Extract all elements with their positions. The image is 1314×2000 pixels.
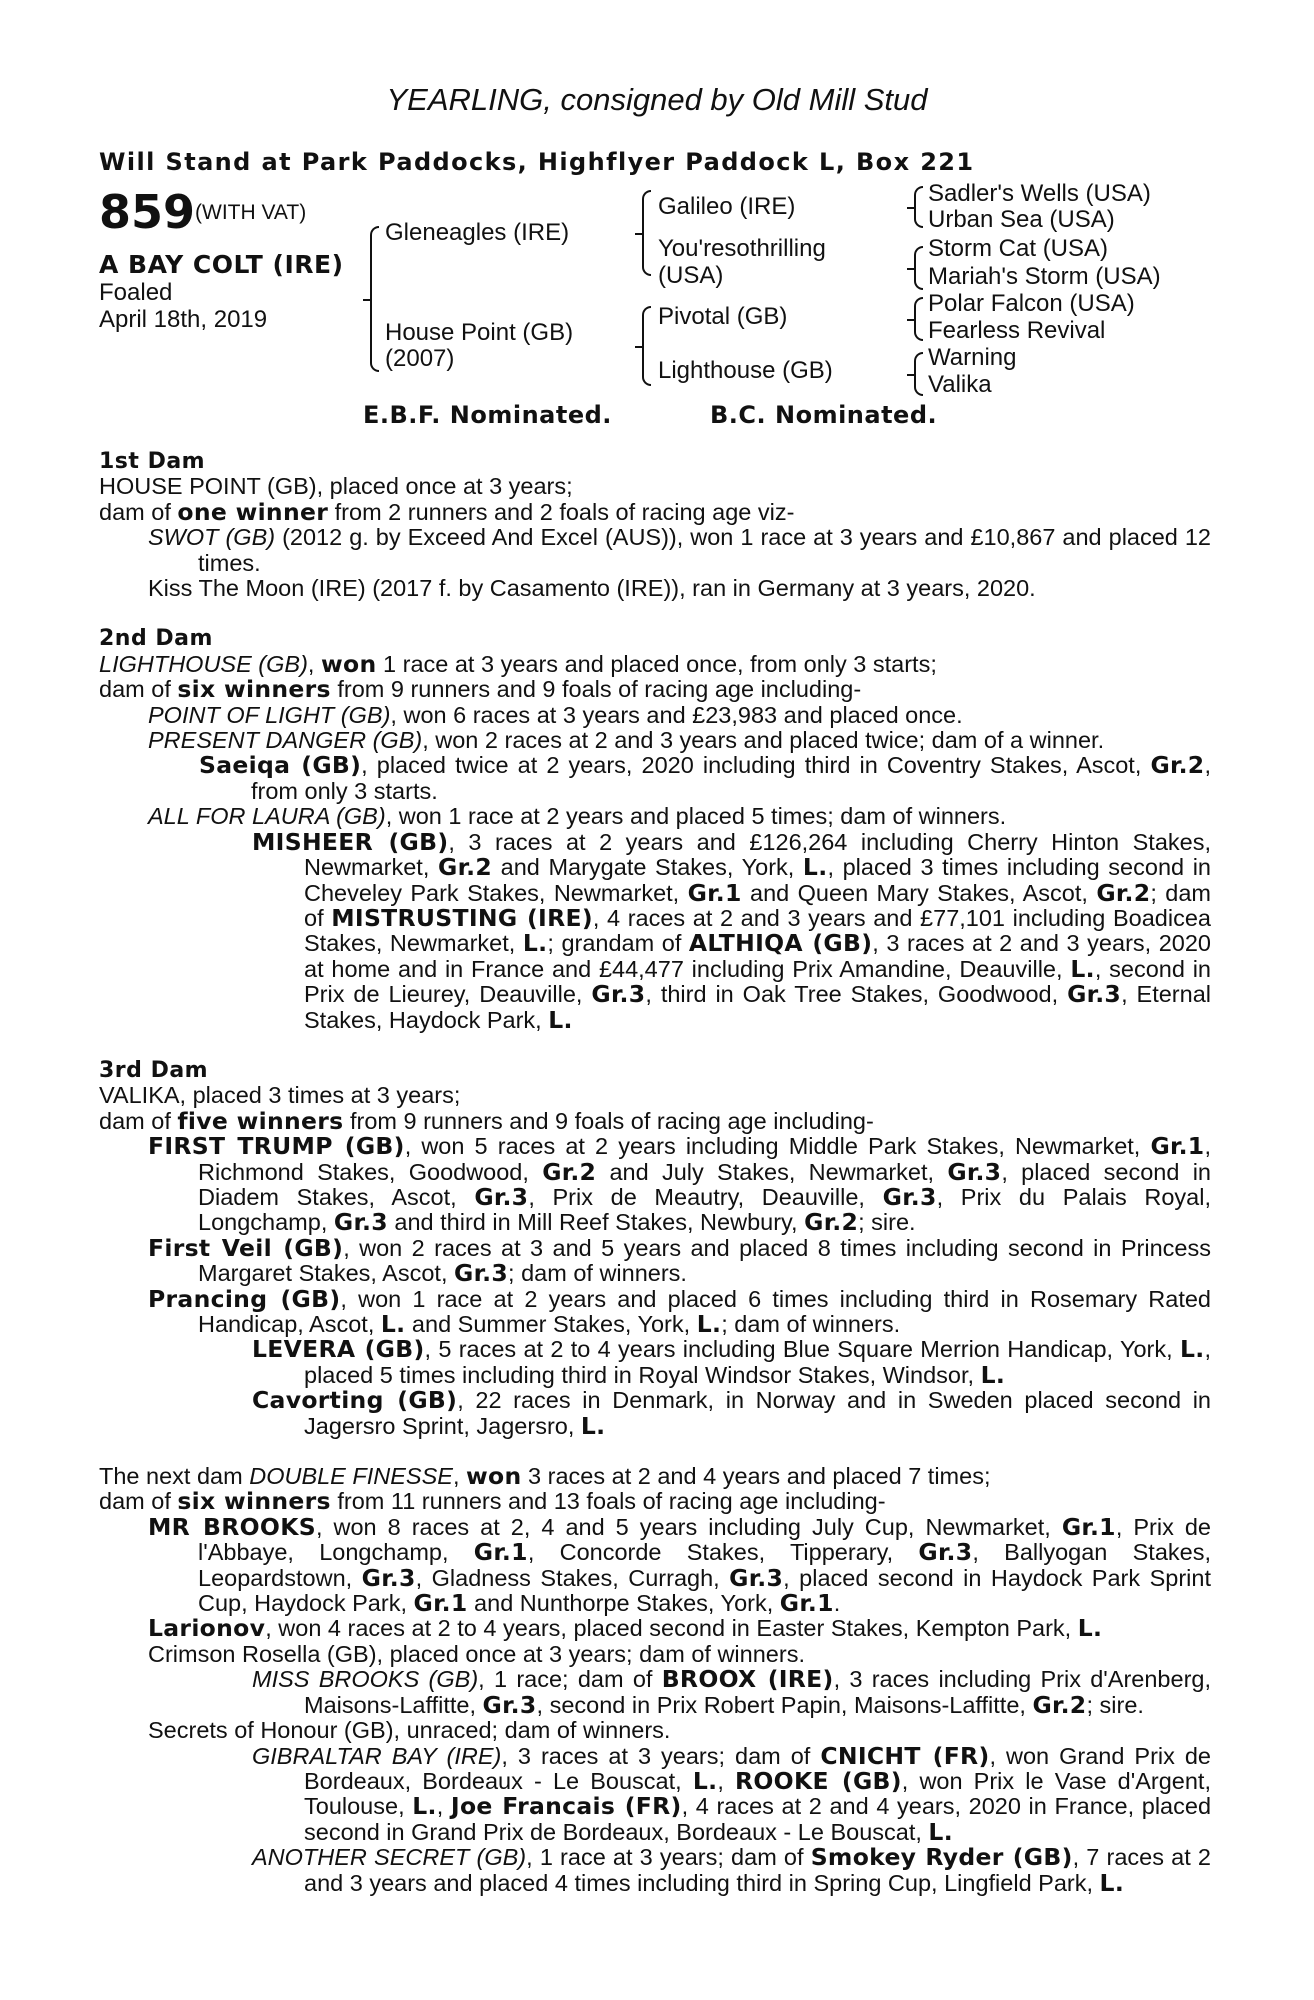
produce-entry: GIBRALTAR BAY (IRE), 3 races at 3 years; dam of CNICHT (FR), won Grand Prix de Bordeaux, Bordeaux - Le Bouscat, L., ROOKE (GB), won Prix le Vase d'Argent, Toulouse, L., Joe Francais (FR), 4 races at 2 and 4 years, 2020 in France, placed second in Grand Prix de Bordeaux, Bordeaux - Le Bouscat, L. [252,1741,1212,1846]
produce-entry: POINT OF LIGHT (GB), won 6 races at 3 years and £23,983 and placed once. [148,701,963,728]
ancestor-fearless-revival: Fearless Revival [928,317,1106,344]
brace [642,190,651,276]
sire-sire-name: Galileo (IRE) [658,193,796,220]
next-dam-produce-line: dam of six winners from 11 runners and 13 foals of racing age including- [99,1487,886,1516]
produce-entry: FIRST TRUMP (GB), won 5 races at 2 years including Middle Park Stakes, Newmarket, Gr.1, Richmond Stakes, Goodwood, Gr.2 and July Stakes, Newmarket, Gr.3, placed second in Diadem Stakes, Ascot, Gr.3, Prix de Meautry, Deauville, Gr.3, Prix du Palais Royal, Longchamp, Gr.3 and third in Mill Reef Stakes, Newbury, Gr.2; sire. [148,1132,1211,1237]
first-dam-heading: 1st Dam [99,449,206,474]
foaled-label: Foaled [99,279,173,306]
sire-name: Gleneagles (IRE) [385,219,570,246]
first-dam-line: HOUSE POINT (GB), placed once at 3 years; [99,473,573,500]
third-dam-produce-line: dam of five winners from 9 runners and 9 foals of racing age including- [99,1106,874,1135]
brace [914,246,923,290]
produce-entry: First Veil (GB), won 2 races at 3 and 5 years and placed 8 times including second in Princess Margaret Stakes, Ascot, Gr.3; dam of winners. [148,1233,1211,1288]
produce-entry: MR BROOKS, won 8 races at 2, 4 and 5 years including July Cup, Newmarket, Gr.1, Prix de l'Abbaye, Longchamp, Gr.1, Concorde Stakes, Tipperary, Gr.3, Ballyogan Stakes, Leopardstown, Gr.3, Gladness Stakes, Curragh, Gr.3, placed second in Haydock Park Sprint Cup, Haydock Park, Gr.1 and Nunthorpe Stakes, York, Gr.1. [148,1512,1211,1618]
ancestor-mariahs-storm: Mariah's Storm (USA) [928,263,1161,290]
produce-entry: MISS BROOKS (GB), 1 race; dam of BROOX (IRE), 3 races including Prix d'Arenberg, Maisons-Laffitte, Gr.3, second in Prix Robert Papin, Maisons-Laffitte, Gr.2; sire. [252,1665,1211,1719]
ancestor-valika: Valika [928,371,992,398]
ancestor-storm-cat: Storm Cat (USA) [928,235,1109,262]
lot-number: 859 [99,185,196,239]
produce-entry: Prancing (GB), won 1 race at 2 years and placed 6 times including third in Rosemary Rated Handicap, Ascot, L. and Summer Stakes, York, L.; dam of winners. [148,1284,1211,1338]
produce-entry: ALL FOR LAURA (GB), won 1 race at 2 years and placed 5 times; dam of winners. [148,803,1007,830]
sire-dam-country: (USA) [658,262,724,289]
ebf-nomination: E.B.F. Nominated. [363,401,612,429]
page-title: YEARLING, consigned by Old Mill Stud [386,82,928,117]
produce-entry: Larionov, won 4 races at 2 to 4 years, placed second in Easter Stakes, Kempton Park, L. [148,1614,1103,1643]
brace [914,186,923,228]
foaled-date: April 18th, 2019 [99,306,268,333]
dam-year: (2007) [385,345,455,372]
produce-entry: Kiss The Moon (IRE) (2017 f. by Casamento (IRE)), ran in Germany at 3 years, 2020. [148,575,1036,602]
produce-entry: MISHEER (GB), 3 races at 2 years and £126,264 including Cherry Hinton Stakes, Newmarket, Gr.2 and Marygate Stakes, York, L., placed 3 times including second in Cheveley Park Stakes, Newmarket, Gr.1 and Queen Mary Stakes, Ascot, Gr.2; dam of MISTRUSTING (IRE), 4 races at 2 and 3 years and £77,101 including Boadicea Stakes, Newmarket, L.; grandam of ALTHIQA (GB), 3 races at 2 and 3 years, 2020 at home and in France and £44,477 including Prix Amandine, Deauville, L., second in Prix de Lieurey, Deauville, Gr.3, third in Oak Tree Stakes, Goodwood, Gr.3, Eternal Stakes, Haydock Park, L. [252,827,1212,1034]
dam-sire-name: Pivotal (GB) [658,303,788,330]
brace [642,306,651,386]
produce-entry: Saeiqa (GB), placed twice at 2 years, 2020 including third in Coventry Stakes, Ascot, Gr.2, from only 3 starts. [199,751,1211,804]
produce-entry: LEVERA (GB), 5 races at 2 to 4 years including Blue Square Merrion Handicap, York, L., placed 5 times including third in Royal Windsor Stakes, Windsor, L. [252,1335,1211,1389]
ancestor-polar-falcon: Polar Falcon (USA) [928,290,1135,317]
produce-entry: PRESENT DANGER (GB), won 2 races at 2 and 3 years and placed twice; dam of a winner. [148,727,1105,754]
dam-dam-name: Lighthouse (GB) [658,357,833,384]
first-dam-produce-line: dam of one winner from 2 runners and 2 foals of racing age viz- [99,497,795,526]
second-dam-line: LIGHTHOUSE (GB), won 1 race at 3 years and placed once, from only 3 starts; [99,649,937,678]
catalogue-body [99,449,1211,1896]
produce-entry: Secrets of Honour (GB), unraced; dam of winners. [148,1717,671,1744]
bc-nomination: B.C. Nominated. [710,401,938,429]
brace [914,297,923,341]
vat-label: (WITH VAT) [195,201,307,224]
produce-entry: Crimson Rosella (GB), placed once at 3 years; dam of winners. [148,1640,805,1667]
lot-description: A BAY COLT (IRE) [99,250,344,279]
brace [914,352,923,396]
third-dam-line: VALIKA, placed 3 times at 3 years; [99,1082,461,1109]
sire-dam-name: You'resothrilling [658,235,826,262]
stand-location: Will Stand at Park Paddocks, Highflyer Paddock L, Box 221 [99,148,975,176]
second-dam-produce-line: dam of six winners from 9 runners and 9 foals of racing age including- [99,675,862,704]
ancestor-sadlers-wells: Sadler's Wells (USA) [928,180,1151,207]
third-dam-heading: 3rd Dam [99,1057,209,1083]
produce-entry: Cavorting (GB), 22 races in Denmark, in Norway and in Sweden placed second in Jagersro Sprint, Jagersro, L. [252,1386,1211,1440]
dam-name: House Point (GB) [385,319,574,346]
next-dam-line: The next dam DOUBLE FINESSE, won 3 races at 2 and 4 years and placed 7 times; [99,1462,991,1491]
produce-entry: SWOT (GB) (2012 g. by Exceed And Excel (AUS)), won 1 race at 3 years and £10,867 and placed 12 times. [148,524,1212,576]
produce-entry: ANOTHER SECRET (GB), 1 race at 3 years; dam of Smokey Ryder (GB), 7 races at 2 and 3 years and placed 4 times including third in Spring Cup, Lingfield Park, L. [252,1843,1211,1897]
second-dam-heading: 2nd Dam [99,626,213,652]
brace [370,226,379,372]
ancestor-urban-sea: Urban Sea (USA) [928,206,1115,233]
ancestor-warning: Warning [928,344,1017,371]
